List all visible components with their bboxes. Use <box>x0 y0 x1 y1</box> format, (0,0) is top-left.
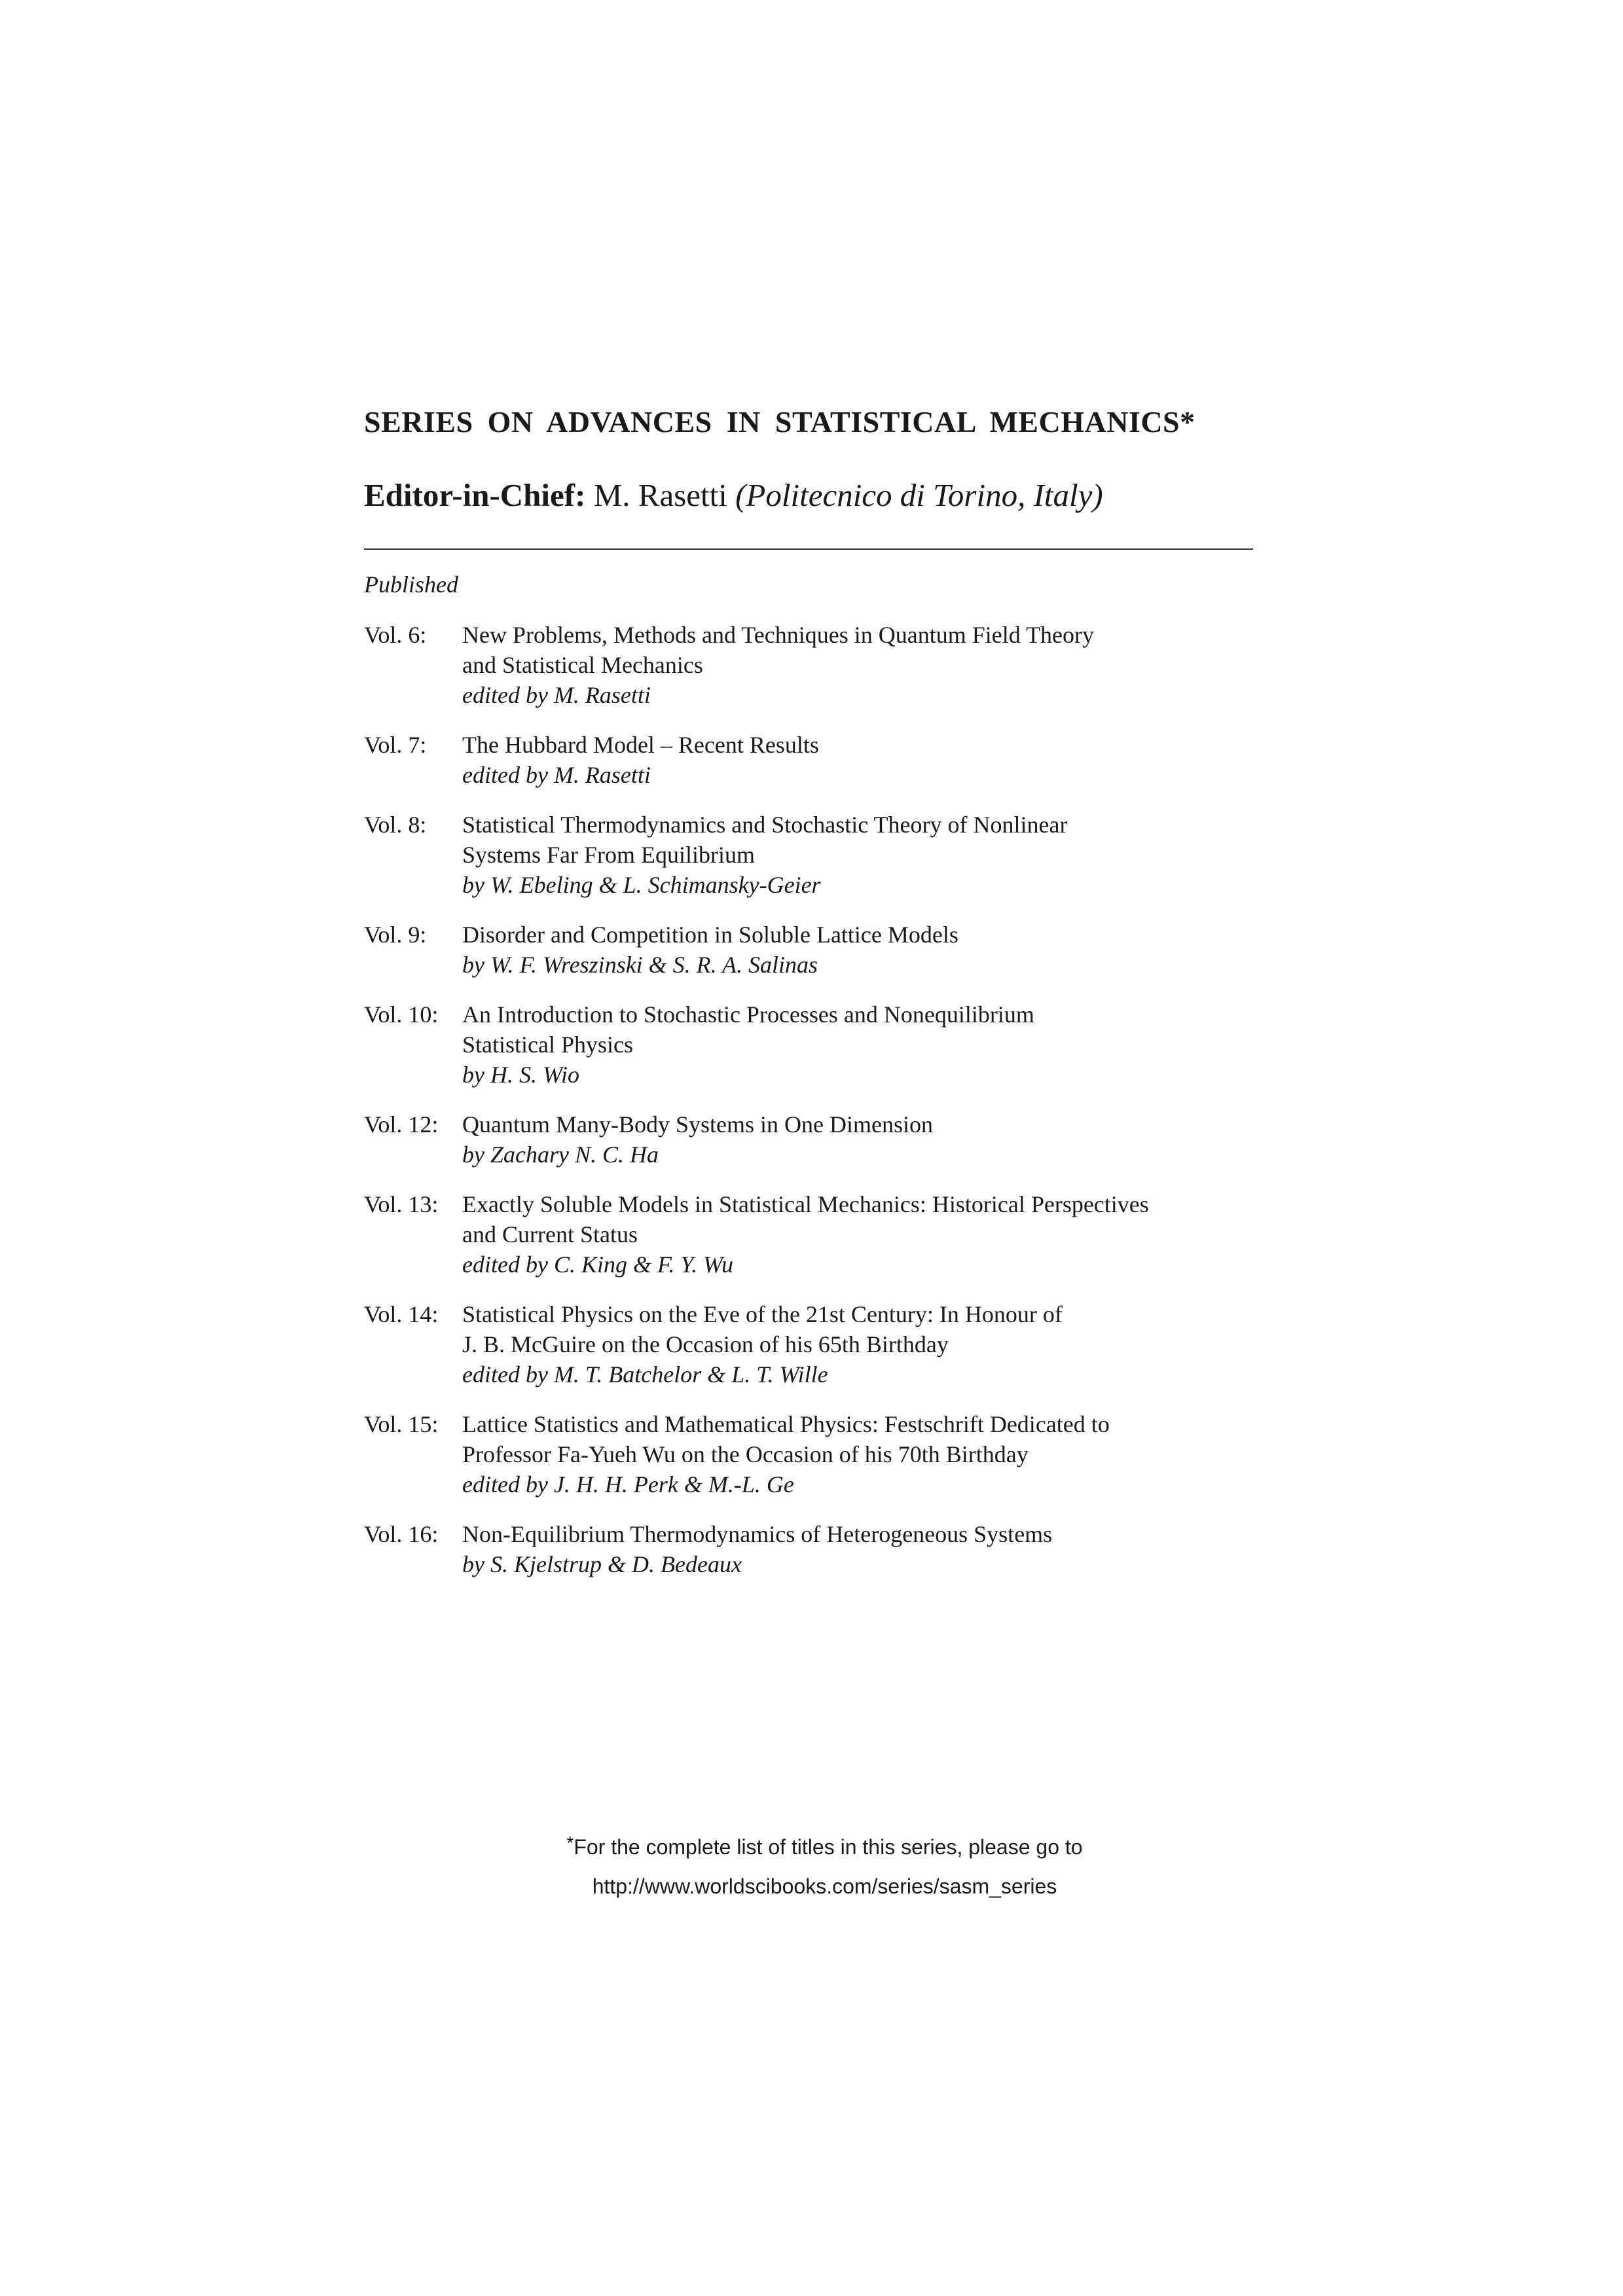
volume-title-line: Quantum Many-Body Systems in One Dimension <box>462 1111 933 1138</box>
editor-affiliation: (Politecnico di Torino, Italy) <box>735 477 1103 513</box>
volume-title-line: Non-Equilibrium Thermodynamics of Heterogeneous Systems <box>462 1521 1053 1547</box>
volume-entry <box>364 620 1281 710</box>
volume-credit: by H. S. Wio <box>462 1062 579 1088</box>
volume-number: Vol. 10: <box>364 1001 439 1028</box>
volume-number: Vol. 16: <box>364 1521 439 1547</box>
volume-entry <box>364 999 1281 1090</box>
footnote-text: For the complete list of titles in this series, please go to <box>574 1835 1083 1859</box>
volume-title-line: An Introduction to Stochastic Processes and Nonequilibrium <box>462 1001 1034 1028</box>
divider-rule <box>364 548 1253 550</box>
volume-number: Vol. 8: <box>364 812 427 838</box>
volume-title-line: Professor Fa-Yueh Wu on the Occasion of his 70th Birthday <box>462 1441 1029 1467</box>
volume-number: Vol. 6: <box>364 622 427 648</box>
volume-list <box>364 620 1281 1599</box>
volume-credit: by W. F. Wreszinski & S. R. A. Salinas <box>462 952 818 978</box>
volume-credit: edited by C. King & F. Y. Wu <box>462 1251 734 1278</box>
volume-number: Vol. 12: <box>364 1111 439 1138</box>
volume-title-line: New Problems, Methods and Techniques in Quantum Field Theory <box>462 622 1095 648</box>
editor-label: Editor-in-Chief: <box>364 477 586 513</box>
footnote-line-1 <box>26 1823 1623 1867</box>
volume-entry <box>364 920 1281 980</box>
volume-credit: edited by M. Rasetti <box>462 682 651 708</box>
editor-in-chief-line <box>364 476 1103 514</box>
volume-credit: by Zachary N. C. Ha <box>462 1141 659 1168</box>
editor-name: M. Rasetti <box>593 477 727 513</box>
published-label: Published <box>364 571 458 598</box>
volume-entry <box>364 1109 1281 1170</box>
volume-number: Vol. 9: <box>364 922 427 948</box>
volume-title-line: The Hubbard Model – Recent Results <box>462 732 819 758</box>
volume-title-line: Statistical Thermodynamics and Stochastic Theory of Nonlinear <box>462 812 1068 838</box>
volume-title-line: J. B. McGuire on the Occasion of his 65th Birthday <box>462 1331 949 1357</box>
volume-entry <box>364 1189 1281 1280</box>
series-title: SERIES ON ADVANCES IN STATISTICAL MECHANICS* <box>364 405 1195 439</box>
footnote <box>0 1823 1623 1906</box>
volume-title-line: Exactly Soluble Models in Statistical Mechanics: Historical Perspectives <box>462 1191 1149 1217</box>
volume-title-line: and Statistical Mechanics <box>462 652 703 678</box>
volume-credit: edited by J. H. H. Perk & M.-L. Ge <box>462 1471 794 1498</box>
footnote-mark: * <box>566 1833 574 1853</box>
volume-number: Vol. 13: <box>364 1191 439 1217</box>
volume-number: Vol. 7: <box>364 732 427 758</box>
volume-title-line: Systems Far From Equilibrium <box>462 842 756 868</box>
volume-credit: by W. Ebeling & L. Schimansky-Geier <box>462 872 821 898</box>
volume-entry <box>364 1409 1281 1499</box>
volume-title-line: Lattice Statistics and Mathematical Physics: Festschrift Dedicated to <box>462 1411 1110 1437</box>
volume-credit: edited by M. Rasetti <box>462 762 651 788</box>
volume-title-line: Disorder and Competition in Soluble Lattice Models <box>462 922 958 948</box>
volume-entry <box>364 810 1281 900</box>
volume-title-line: Statistical Physics on the Eve of the 21st Century: In Honour of <box>462 1301 1063 1327</box>
volume-entry <box>364 1299 1281 1390</box>
volume-number: Vol. 15: <box>364 1411 439 1437</box>
volume-credit: edited by M. T. Batchelor & L. T. Wille <box>462 1361 828 1388</box>
footnote-url[interactable]: http://www.worldscibooks.com/series/sasm_series <box>592 1874 1057 1898</box>
volume-number: Vol. 14: <box>364 1301 439 1327</box>
volume-credit: by S. Kjelstrup & D. Bedeaux <box>462 1551 742 1577</box>
volume-title-line: Statistical Physics <box>462 1031 633 1058</box>
volume-title-line: and Current Status <box>462 1221 638 1247</box>
volume-entry <box>364 730 1281 790</box>
volume-entry <box>364 1519 1281 1579</box>
